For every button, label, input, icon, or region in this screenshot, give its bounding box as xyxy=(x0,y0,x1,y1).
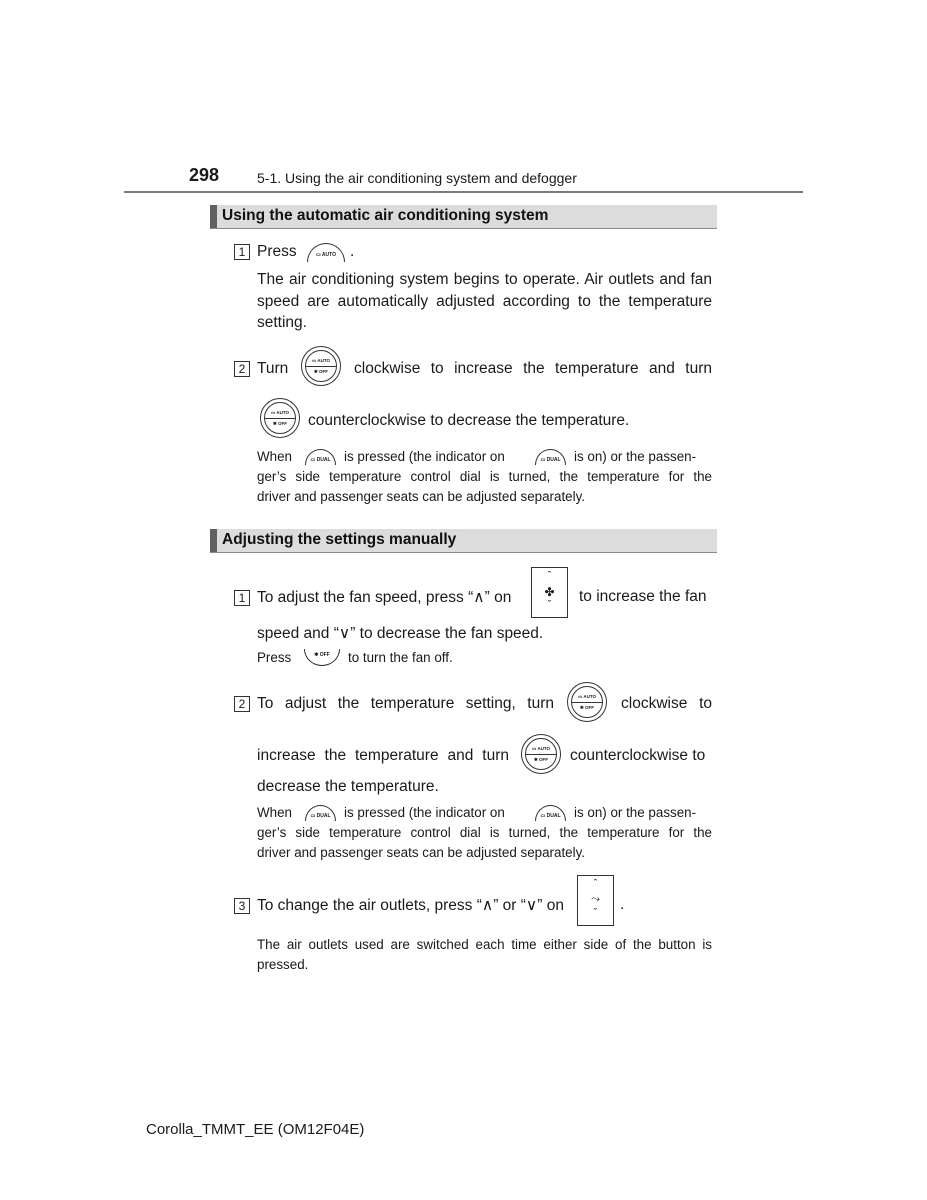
temperature-dial-icon: ▭ AUTO ✱ OFF xyxy=(260,398,300,438)
chevron-down-icon: ˇ xyxy=(593,907,598,919)
step-text: speed and “∨” to decrease the fan speed. xyxy=(257,625,544,642)
header-rule xyxy=(124,191,803,193)
step-text: Press xyxy=(257,243,297,260)
note-text: The air outlets used are switched each time either side of the button is pressed. xyxy=(257,937,712,972)
step-text: decrease the temperature. xyxy=(257,778,439,795)
page-number: 298 xyxy=(189,165,220,185)
dual-indicator-icon: ▭ DUAL xyxy=(535,449,566,465)
section-heading-text: Adjusting the settings manually xyxy=(222,531,457,548)
running-header: 5-1. Using the air conditioning system and defogger xyxy=(257,170,577,186)
footer-model-code: Corolla_TMMT_EE (OM12F04E) xyxy=(146,1121,365,1138)
step-text: to increase the fan xyxy=(579,588,707,605)
step-number: 1 xyxy=(234,244,250,260)
chevron-down-icon: ˇ xyxy=(547,599,552,611)
temperature-dial-icon: ▭ AUTO ✱ OFF xyxy=(301,346,341,386)
note-text: to turn the fan off. xyxy=(348,650,453,665)
step-text: clockwise to xyxy=(621,695,712,712)
section-heading-manual xyxy=(210,529,717,553)
period: . xyxy=(620,896,625,913)
step-text: To adjust the fan speed, press “∧” on xyxy=(257,589,512,606)
note-text: is on) or the passen- xyxy=(574,449,697,464)
step-text: To adjust the temperature setting, turn xyxy=(257,695,554,712)
dual-button-icon: ▭ DUAL xyxy=(305,449,336,465)
temperature-dial-icon: ▭ AUTO ✱ OFF xyxy=(521,734,561,774)
step-text: counterclockwise to xyxy=(570,747,706,764)
fan-icon: ✤ xyxy=(544,585,555,599)
fan-off-button-icon: ✱ OFF xyxy=(304,649,340,666)
note-text: ger’s side temperature control dial is turned, the temperature for the xyxy=(257,825,712,840)
step-text: Turn xyxy=(257,360,289,377)
step-text: clockwise to increase the temperature and turn xyxy=(354,360,712,377)
note-text: is pressed (the indicator on xyxy=(344,449,505,464)
note-text: driver and passenger seats can be adjusted separately. xyxy=(257,845,586,860)
step-number: 3 xyxy=(234,898,250,914)
note-text: is pressed (the indicator on xyxy=(344,805,505,820)
step-number: 1 xyxy=(234,590,250,606)
chevron-up-icon: ˆ xyxy=(593,878,598,890)
section-heading-text: Using the automatic air conditioning system xyxy=(222,207,549,224)
dual-indicator-icon: ▭ DUAL xyxy=(535,805,566,821)
step-text: counterclockwise to decrease the temperature. xyxy=(308,412,630,429)
auto-label: AUTO xyxy=(321,252,336,258)
step-text: increase the temperature and turn xyxy=(257,747,509,764)
note-text: Press xyxy=(257,650,292,665)
step-number: 2 xyxy=(234,361,250,377)
fan-speed-button-icon xyxy=(531,567,568,618)
note-text: ger’s side temperature control dial is turned, the temperature for the xyxy=(257,469,712,484)
note-text: is on) or the passen- xyxy=(574,805,697,820)
chevron-up-icon: ˆ xyxy=(547,570,552,582)
temperature-dial-icon: ▭ AUTO ✱ OFF xyxy=(567,682,607,722)
step-number: 2 xyxy=(234,696,250,712)
section-heading-automatic xyxy=(210,205,717,229)
period: . xyxy=(350,243,355,260)
air-outlet-button-icon xyxy=(577,875,614,926)
step-text: To change the air outlets, press “∧” or “∨” on xyxy=(257,897,564,914)
note-text: When xyxy=(257,449,292,464)
air-outlet-icon: ⤳ xyxy=(591,893,600,905)
step-description: The air conditioning system begins to operate. Air outlets and fan speed are automatically adjusted according to the temperature setting. xyxy=(257,271,712,331)
note-text: driver and passenger seats can be adjusted separately. xyxy=(257,489,586,504)
dual-button-icon: ▭ DUAL xyxy=(305,805,336,821)
auto-button-icon: ▭ AUTO xyxy=(307,243,345,262)
note-text: When xyxy=(257,805,292,820)
